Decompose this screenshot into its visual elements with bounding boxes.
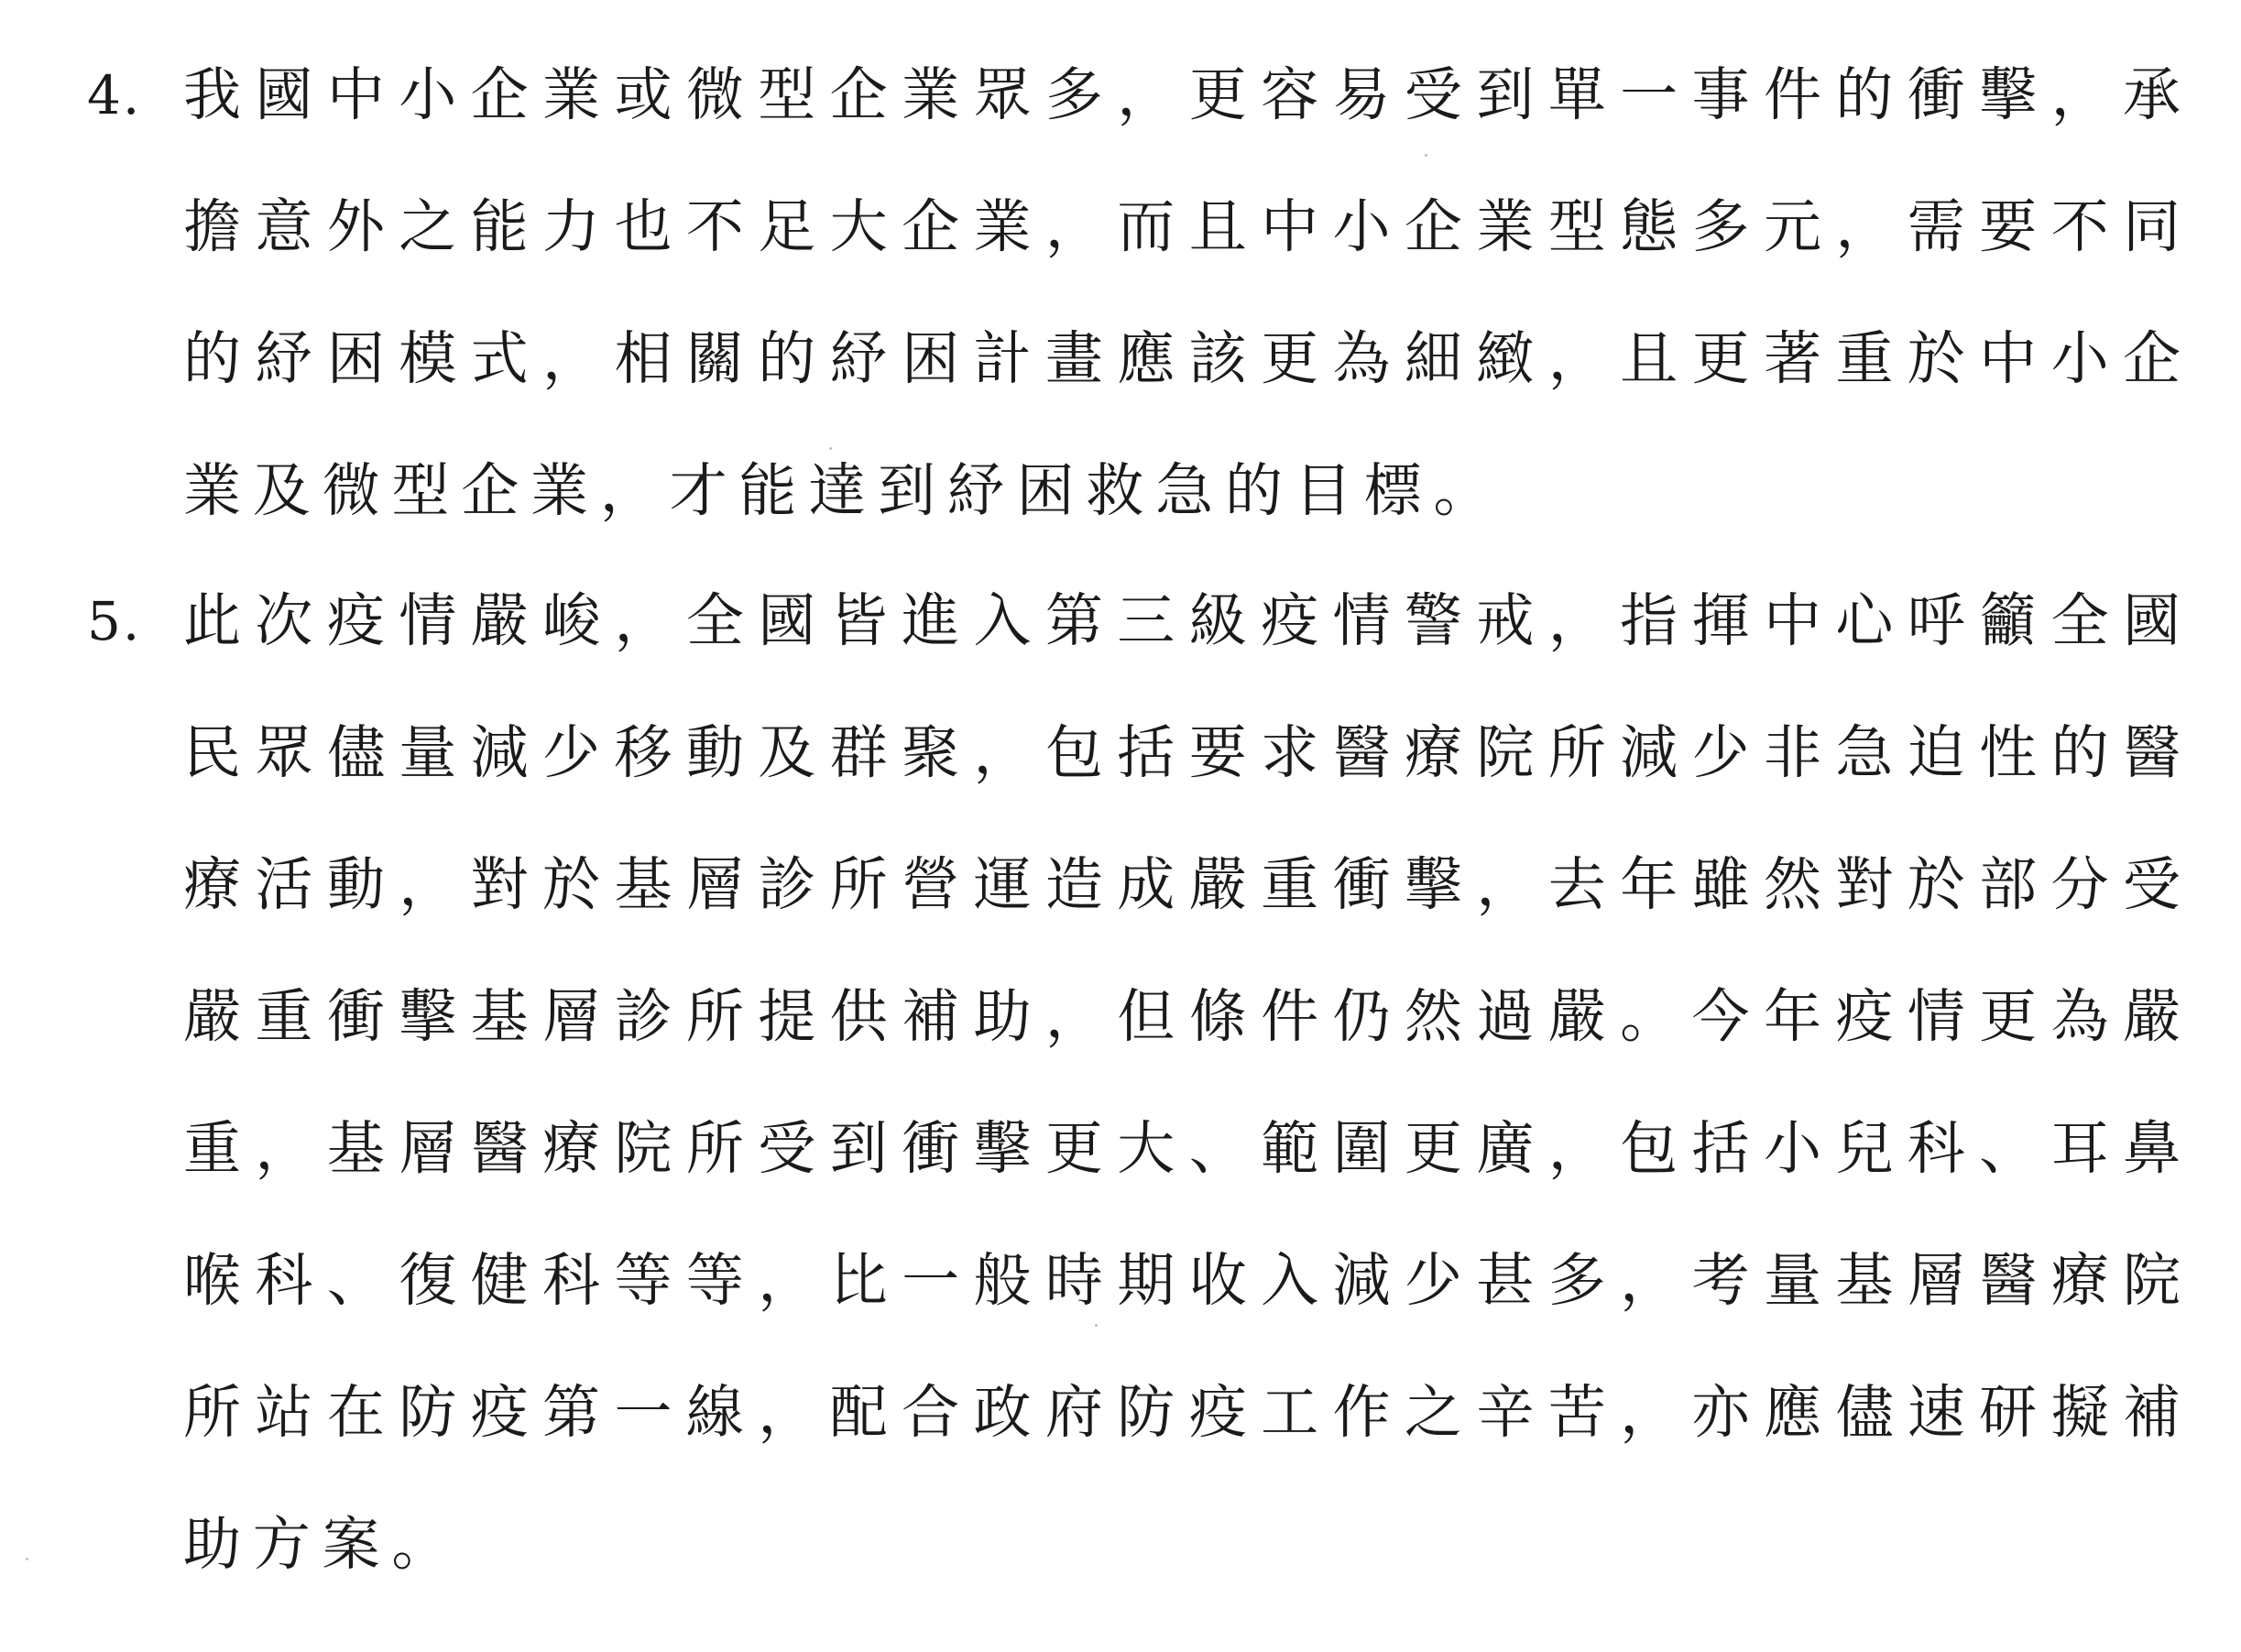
scan-speck — [829, 447, 832, 450]
paragraph-line: 業及微型企業，才能達到紓困救急的目標。 — [183, 457, 1503, 524]
paragraph-line: 重，基層醫療院所受到衝擊更大、範圍更廣，包括小兒科、耳鼻 — [183, 1115, 2181, 1182]
paragraph-line: 嚴重衝擊基層診所提供補助，但條件仍然過嚴。今年疫情更為嚴 — [183, 983, 2181, 1050]
paragraph-line: 擔意外之能力也不足大企業，而且中小企業型態多元，需要不同 — [183, 193, 2181, 260]
scan-speck — [26, 1558, 28, 1560]
paragraph-line: 此次疫情嚴峻，全國皆進入第三級疫情警戒，指揮中心呼籲全國 — [183, 587, 2181, 654]
paragraph-line: 我國中小企業或微型企業眾多，更容易受到單一事件的衝擊，承 — [183, 61, 2181, 128]
paragraph-line: 所站在防疫第一線，配合政府防疫工作之辛苦，亦應儘速研擬補 — [183, 1379, 2181, 1446]
item-number: 5. — [87, 590, 142, 652]
item-number: 4. — [87, 64, 142, 126]
paragraph-line: 喉科、復健科等等，比一般時期收入減少甚多，考量基層醫療院 — [183, 1247, 2181, 1314]
scan-speck — [1425, 154, 1427, 157]
paragraph-line: 助方案。 — [183, 1511, 462, 1578]
paragraph-line: 民眾儘量減少移動及群聚，包括要求醫療院所減少非急迫性的醫 — [183, 719, 2181, 786]
paragraph-line: 療活動，對於基層診所營運造成嚴重衝擊，去年雖然對於部分受 — [183, 851, 2181, 918]
scan-speck — [1095, 1324, 1098, 1327]
paragraph-line: 的紓困模式，相關的紓困計畫應該更為細緻，且更著重於中小企 — [183, 325, 2181, 392]
